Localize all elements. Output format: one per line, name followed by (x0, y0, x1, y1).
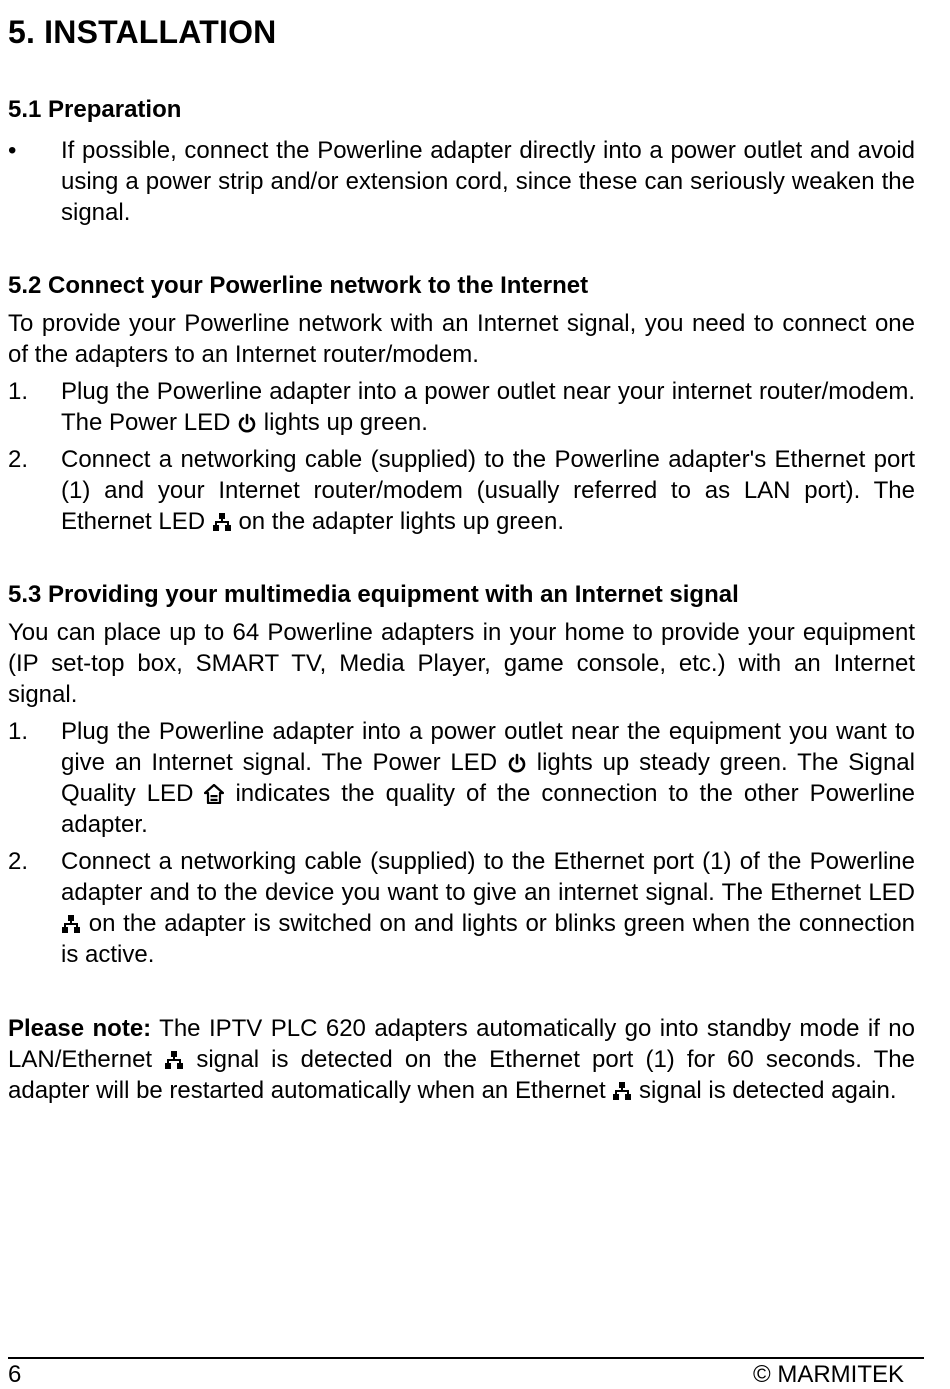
note-block (8, 1013, 915, 1106)
paragraph: Connect a networking cable (supplied) to the Ethernet port (1) of the Powerline adapter and to the device you want to give an internet signal. The Ethernet LED on the adapter is switched on and lights or blinks green when the connection is active. (61, 848, 915, 968)
footer-divider (8, 1357, 924, 1359)
list-item (8, 716, 915, 840)
section-5-1 (8, 94, 915, 228)
bullet: • (8, 137, 17, 164)
page-number: 6 (8, 1361, 22, 1388)
paragraph: Plug the Powerline adapter into a power outlet near the equipment you want to give an Internet signal. The Power LED lights up steady green. The Signal Quality LED indicates the quality of the connection to the other Powerline adapter. (61, 718, 916, 838)
paragraph: Plug the Powerline adapter into a power outlet near your internet router/modem. The Power LED lights up green. (61, 378, 915, 436)
ethernet-icon (164, 1050, 184, 1070)
footer-brand: © MARMITEK (752, 1361, 904, 1388)
list-item (8, 376, 915, 438)
list-number: 1. (8, 718, 29, 745)
power-icon (507, 753, 527, 773)
list-number: 1. (8, 378, 29, 405)
section-5-3 (8, 579, 915, 970)
power-icon (237, 413, 257, 433)
note-label: Please note: (8, 1015, 152, 1042)
section-5-2 (8, 270, 915, 537)
note-paragraph: Please note: The IPTV PLC 620 adapters automatically go into standby mode if no LAN/Ethernet signal is detected on the Ethernet port (1) for 60 seconds. The adapter will be restarted automatically when an Ethernet signal is detected again. (8, 1015, 915, 1104)
page-title: 5. INSTALLATION (8, 14, 277, 50)
list-number: 2. (8, 446, 29, 473)
section-heading: 5.1 Preparation (8, 96, 182, 123)
list-item (8, 846, 915, 970)
ethernet-icon (61, 914, 81, 934)
list-item (8, 444, 915, 537)
section-heading: 5.3 Providing your multimedia equipment with an Internet signal (8, 581, 739, 608)
paragraph: You can place up to 64 Powerline adapters in your home to provide your equipment (IP set-top box, SMART TV, Media Player, game console, etc.) with an Internet signal. (8, 619, 915, 708)
ethernet-icon (612, 1081, 632, 1101)
list-item (8, 135, 915, 228)
signal-quality-icon (204, 784, 224, 804)
paragraph: Connect a networking cable (supplied) to the Powerline adapter's Ethernet port (1) and your Internet router/modem (usually referred to as LAN port). The Ethernet LED on the adapter lights up green. (61, 446, 915, 535)
ethernet-icon (212, 512, 232, 532)
section-heading: 5.2 Connect your Powerline network to the Internet (8, 272, 589, 299)
list-number: 2. (8, 848, 29, 875)
paragraph: If possible, connect the Powerline adapter directly into a power outlet and avoid using a power strip and/or extension cord, since these can seriously weaken the signal. (61, 137, 915, 226)
paragraph: To provide your Powerline network with an Internet signal, you need to connect one of the adapters to an Internet router/modem. (8, 310, 915, 368)
